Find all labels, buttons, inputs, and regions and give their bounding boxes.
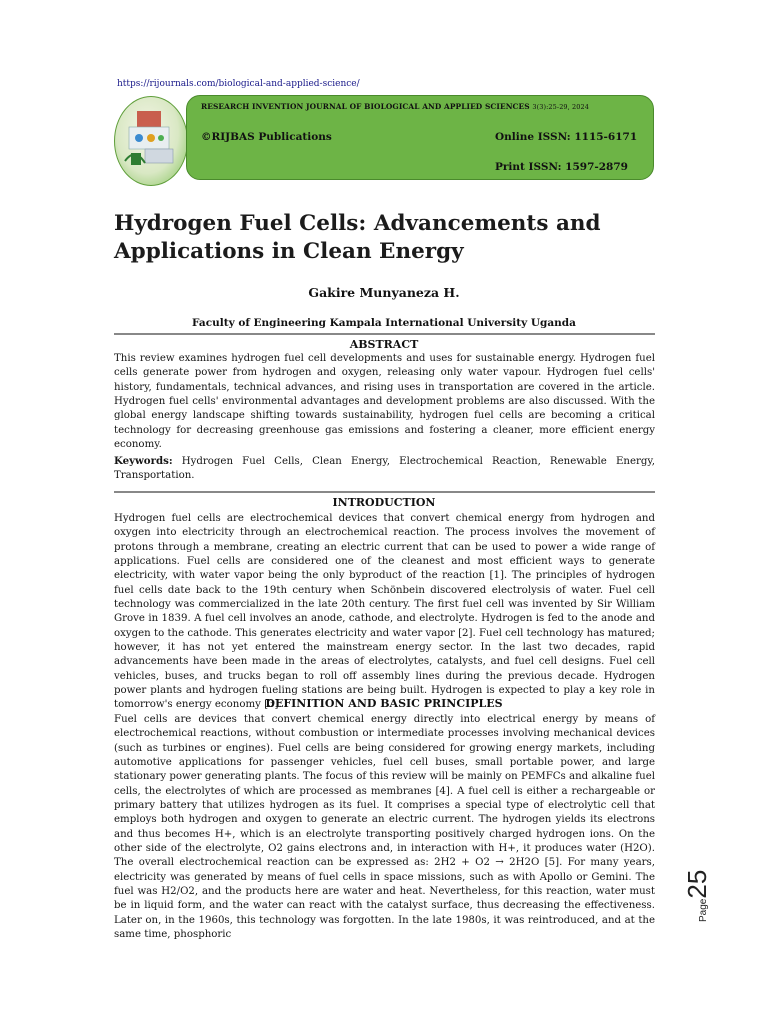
print-issn: Print ISSN: 1597-2879	[495, 161, 628, 173]
page-number	[682, 870, 713, 922]
page-word: Page	[698, 898, 709, 922]
abstract-text: This review examines hydrogen fuel cell developments and uses for sustainable energy. Hydrogen fuel cells generate power from hydrogen and oxygen, releasing only water vapour. Hydrogen fuel cells' history, fundamentals, technical advances, and rising uses in transportation are covered in the article. Hydrogen fuel cells' environmental advantages and development problems are also discussed. With the global energy landscape shifting towards sustainability, hydrogen fuel cells are becoming a critical technology for decreasing greenhouse gas emissions and fostering a cleaner, more efficient energy economy.	[114, 353, 655, 451]
divider	[114, 491, 655, 493]
definition-heading: DEFINITION AND BASIC PRINCIPLES	[265, 697, 503, 710]
journal-logo-icon	[114, 96, 188, 186]
journal-banner	[186, 95, 654, 180]
article-title: Hydrogen Fuel Cells: Advancements and Applications in Clean Energy	[114, 211, 601, 264]
keywords	[114, 454, 655, 484]
online-issn: Online ISSN: 1115-6171	[495, 131, 638, 143]
journal-url-link[interactable]: https://rijournals.com/biological-and-applied-science/	[117, 79, 360, 89]
page-number-value: 25	[682, 869, 712, 899]
author-affiliation: Faculty of Engineering Kampala International University Uganda	[192, 317, 576, 329]
introduction-heading: INTRODUCTION	[332, 496, 436, 509]
publisher-label: ©RIJBAS Publications	[201, 131, 332, 143]
definition-text: Fuel cells are devices that convert chemical energy directly into electrical energy by means of electrochemical reactions, without combustion or intermediate processes involving mechanical devices (such as turbines or engines). Fuel cells are being considered for growing energy markets, including automotive applications for passenger vehicles, fuel cell buses, small portable power, and large stationary power generating plants. The focus of this review will be mainly on PEMFCs and alkaline fuel cells, the electrolytes of which are processed as membranes [4]. A fuel cell is either a rechargeable or primary battery that utilizes hydrogen as its fuel. It comprises a special type of electrolytic cell that employs both hydrogen and oxygen to generate an electric current. The hydrogen yields its electrons and thus becomes H+, which is an electrolyte transporting positively charged hydrogen ions. On the other side of the electrolyte, O2 gains electrons and, in interaction with H+, it produces water (H2O). The overall electrochemical reaction can be expressed as: 2H2 + O2 → 2H2O [5]. For many years, electricity was generated by means of fuel cells in space missions, such as with Apollo or Gemini. The fuel was H2/O2, and the products here are water and heat. Nevertheless, for this reaction, water must be in liquid form, and the water can react with the catalyst surface, thus decreasing the effectiveness. Later on, in the 1960s, this technology was forgotten. In the late 1980s, it was reintroduced, and at the same time, phosphoric	[114, 714, 655, 941]
divider	[114, 333, 655, 335]
journal-volume: 3(3):25-29, 2024	[532, 103, 589, 111]
introduction-text: Hydrogen fuel cells are electrochemical devices that convert chemical energy from hydrogen and oxygen into electricity through an electrochemical reaction. The process involves the movement of protons through a membrane, creating an electric current that can be used to power a wide range of applications. Fuel cells are considered one of the cleanest and most efficient ways to generate electricity, with water vapor being the only byproduct of the reaction [1]. The principles of hydrogen fuel cells date back to the 19th century when Schönbein discovered electrolysis of water. Fuel cell technology was commercialized in the late 20th century. The first fuel cell was invented by Sir William Grove in 1839. A fuel cell involves an anode, cathode, and electrolyte. Hydrogen is fed to the anode and oxygen to the cathode. This generates electricity and water vapor [2]. Fuel cell technology has matured; however, it has not yet entered the mainstream energy sector. In the last two decades, rapid advancements have been made in the areas of electrolytes, catalysts, and fuel cell designs. Fuel cell vehicles, buses, and trucks began to roll off assembly lines during the previous decade. Hydrogen power plants and hydrogen fueling stations are being built. Hydrogen is expected to play a key role in tomorrow's energy economy [3].	[114, 513, 655, 711]
abstract-heading: ABSTRACT	[349, 338, 419, 351]
journal-title: RESEARCH INVENTION JOURNAL OF BIOLOGICAL AND APPLIED SCIENCES 3(3):25-29, 2024	[201, 102, 589, 111]
keywords-list: Hydrogen Fuel Cells, Clean Energy, Electrochemical Reaction, Renewable Energy, Transportation.	[114, 456, 656, 482]
keywords-label: Keywords:	[114, 455, 173, 467]
article-author: Gakire Munyaneza H.	[308, 285, 460, 300]
